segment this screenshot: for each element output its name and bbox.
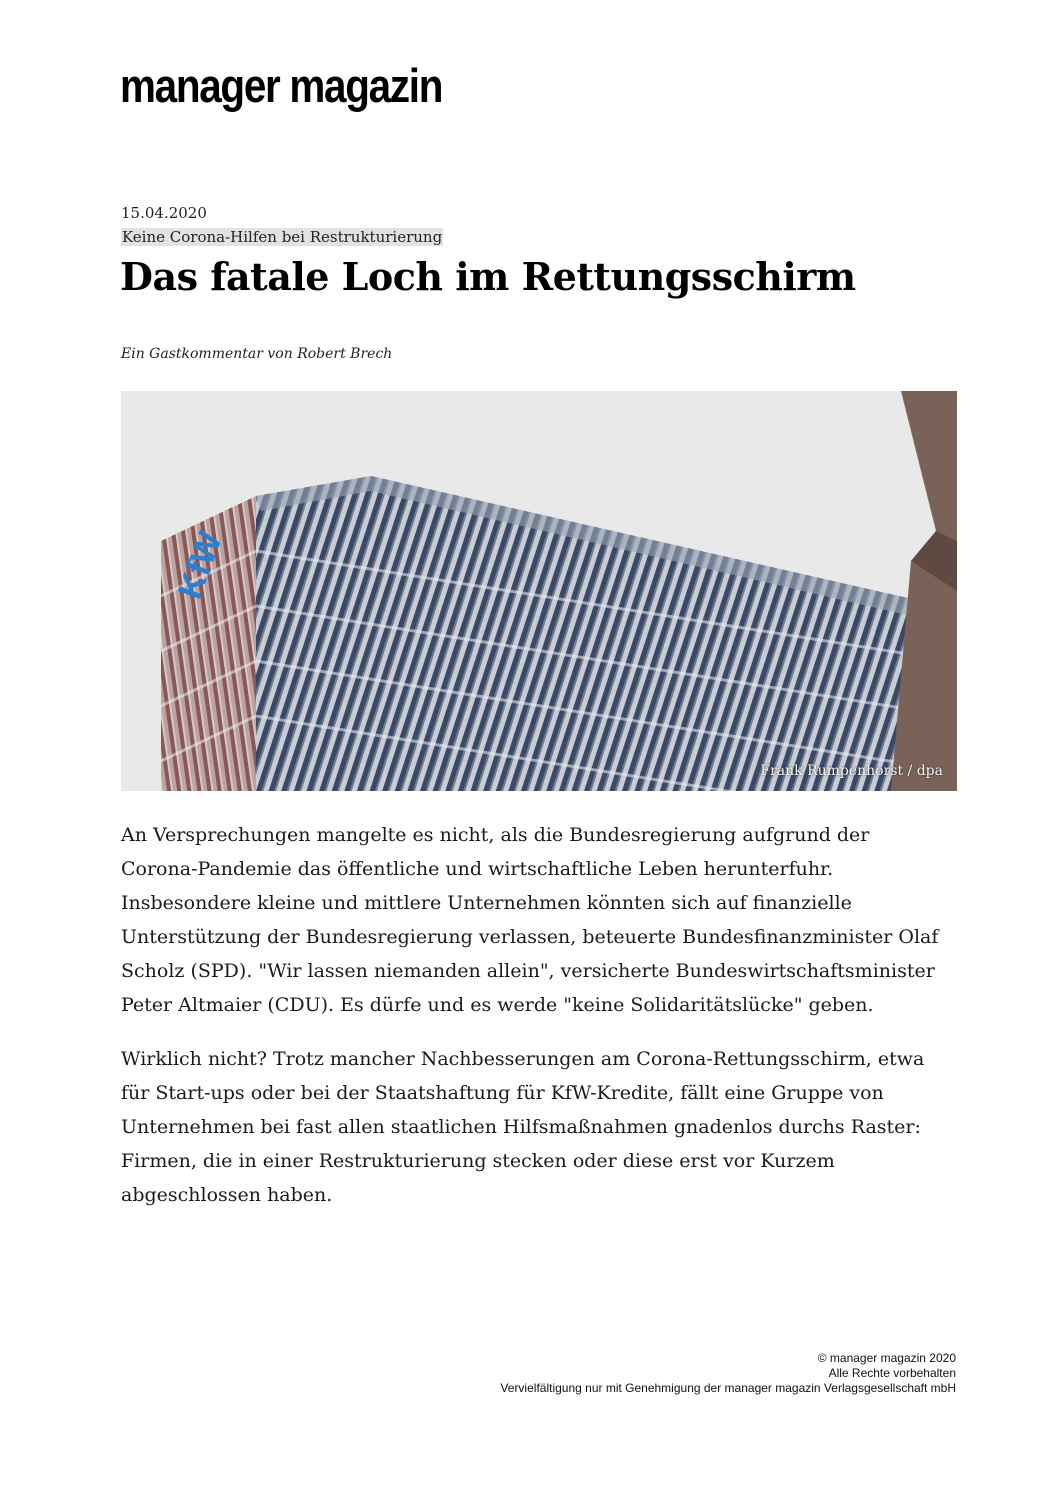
photo-credit: Frank Rumpenhorst / dpa bbox=[760, 763, 943, 779]
building-facade-image bbox=[121, 391, 957, 791]
kfw-sign: KfW bbox=[170, 526, 230, 604]
page-footer bbox=[500, 1351, 956, 1396]
footer-copyright: © manager magazin 2020 bbox=[817, 1351, 956, 1365]
article-headline: Das fatale Loch im Rettungsschirm bbox=[120, 254, 856, 299]
publication-logo[interactable]: manager magazin bbox=[120, 59, 443, 112]
article-kicker: Keine Corona-Hilfen bei Restrukturierung bbox=[122, 228, 443, 246]
article-byline: Ein Gastkommentar von Robert Brech bbox=[121, 346, 393, 362]
paragraph: Wirklich nicht? Trotz mancher Nachbesserungen am Corona-Rettungsschirm, etwa für Start-ups oder bei der Staatshaftung für KfW-Kredite, fällt eine Gruppe von Unternehmen bei fast allen staatlichen Hilfsmaßnahmen gnadenlos durchs Raster: Firmen, die in einer Restrukturierung stecken oder diese erst vor Kurzem abgeschlossen haben. bbox=[121, 1048, 925, 1206]
paragraph: An Versprechungen mangelte es nicht, als die Bundesregierung aufgrund der Corona-Pandemie das öffentliche und wirtschaftliche Leben herunterfuhr. Insbesondere kleine und mittlere Unternehmen könnten sich auf finanzielle Unterstützung der Bundesregierung verlassen, beteuerte Bundesfinanzminister Olaf Scholz (SPD). "Wir lassen niemanden allein", versicherte Bundeswirtschaftsminister Peter Altmaier (CDU). Es dürfe und es werde "keine Solidaritätslücke" geben. bbox=[121, 824, 939, 1016]
footer-rights: Alle Rechte vorbehalten bbox=[828, 1366, 956, 1380]
footer-reproduction-notice: Vervielfältigung nur mit Genehmigung der manager magazin Verlagsgesellschaft mbH bbox=[500, 1381, 956, 1395]
article-date: 15.04.2020 bbox=[121, 204, 207, 222]
article-photo bbox=[121, 391, 957, 791]
article-body bbox=[121, 818, 951, 1232]
